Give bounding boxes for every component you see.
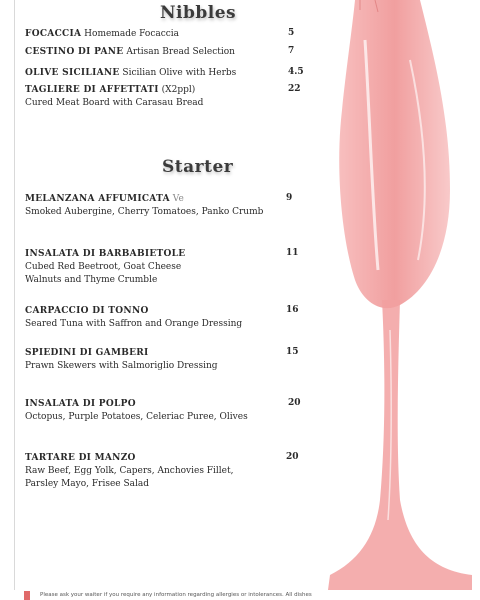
item-price: 16 xyxy=(286,305,299,315)
item-description: Parsley Mayo, Frisee Salad xyxy=(25,479,149,489)
item-name: MELANZANA AFFUMICATA xyxy=(25,194,170,204)
menu-item xyxy=(25,398,315,424)
item-description: Prawn Skewers with Salmoriglio Dressing xyxy=(25,361,218,371)
menu-item xyxy=(25,248,315,287)
footer-accent-bar xyxy=(24,591,30,600)
item-description: Sicilian Olive with Herbs xyxy=(122,68,237,78)
item-description: Walnuts and Thyme Crumble xyxy=(25,275,158,285)
item-name: CESTINO DI PANE xyxy=(25,47,124,57)
menu-item xyxy=(25,28,315,41)
item-description: Raw Beef, Egg Yolk, Capers, Anchovies Fillet, xyxy=(25,466,234,476)
item-name: TAGLIERE DI AFFETTATI xyxy=(25,85,159,95)
menu-item xyxy=(25,46,315,59)
item-description: Cured Meat Board with Carasau Bread xyxy=(25,98,204,108)
allergy-footer-note: Please ask your waiter if you require any information regarding allergies or intolerances. All dishes xyxy=(40,592,312,598)
item-description: Cubed Red Beetroot, Goat Cheese xyxy=(25,262,182,272)
menu-item xyxy=(25,84,315,110)
starter-heading: Starter xyxy=(162,157,234,177)
item-description: Octopus, Purple Potatoes, Celeriac Puree, Olives xyxy=(25,412,248,422)
item-name: SPIEDINI DI GAMBERI xyxy=(25,348,149,358)
menu-item xyxy=(25,67,315,80)
left-margin-rule xyxy=(14,0,15,590)
item-name: FOCACCIA xyxy=(25,29,82,39)
menu-item xyxy=(25,305,315,331)
item-description: Artisan Bread Selection xyxy=(126,47,235,57)
item-price: 4.5 xyxy=(288,67,304,77)
nibbles-heading: Nibbles xyxy=(160,3,237,23)
item-name: INSALATA DI POLPO xyxy=(25,399,136,409)
item-name: TARTARE DI MANZO xyxy=(25,453,136,463)
menu-item xyxy=(25,347,315,373)
item-price: 7 xyxy=(288,46,295,56)
menu-item xyxy=(25,452,315,491)
item-name: CARPACCIO DI TONNO xyxy=(25,306,149,316)
item-name: INSALATA DI BARBABIETOLE xyxy=(25,249,186,259)
item-price: 20 xyxy=(288,398,301,408)
item-price: 15 xyxy=(286,347,299,357)
item-description: Smoked Aubergine, Cherry Tomatoes, Panko Crumb xyxy=(25,207,264,217)
item-price: 9 xyxy=(286,193,293,203)
item-tag: (X2ppl) xyxy=(161,85,196,95)
item-price: 22 xyxy=(288,84,301,94)
item-tag: Ve xyxy=(172,194,184,204)
item-price: 20 xyxy=(286,452,299,462)
item-price: 5 xyxy=(288,28,295,38)
wine-glass-illustration xyxy=(300,0,480,600)
item-name: OLIVE SICILIANE xyxy=(25,68,120,78)
item-description: Homemade Focaccia xyxy=(84,29,180,39)
item-price: 11 xyxy=(286,248,299,258)
item-description: Seared Tuna with Saffron and Orange Dressing xyxy=(25,319,243,329)
menu-item xyxy=(25,193,315,219)
